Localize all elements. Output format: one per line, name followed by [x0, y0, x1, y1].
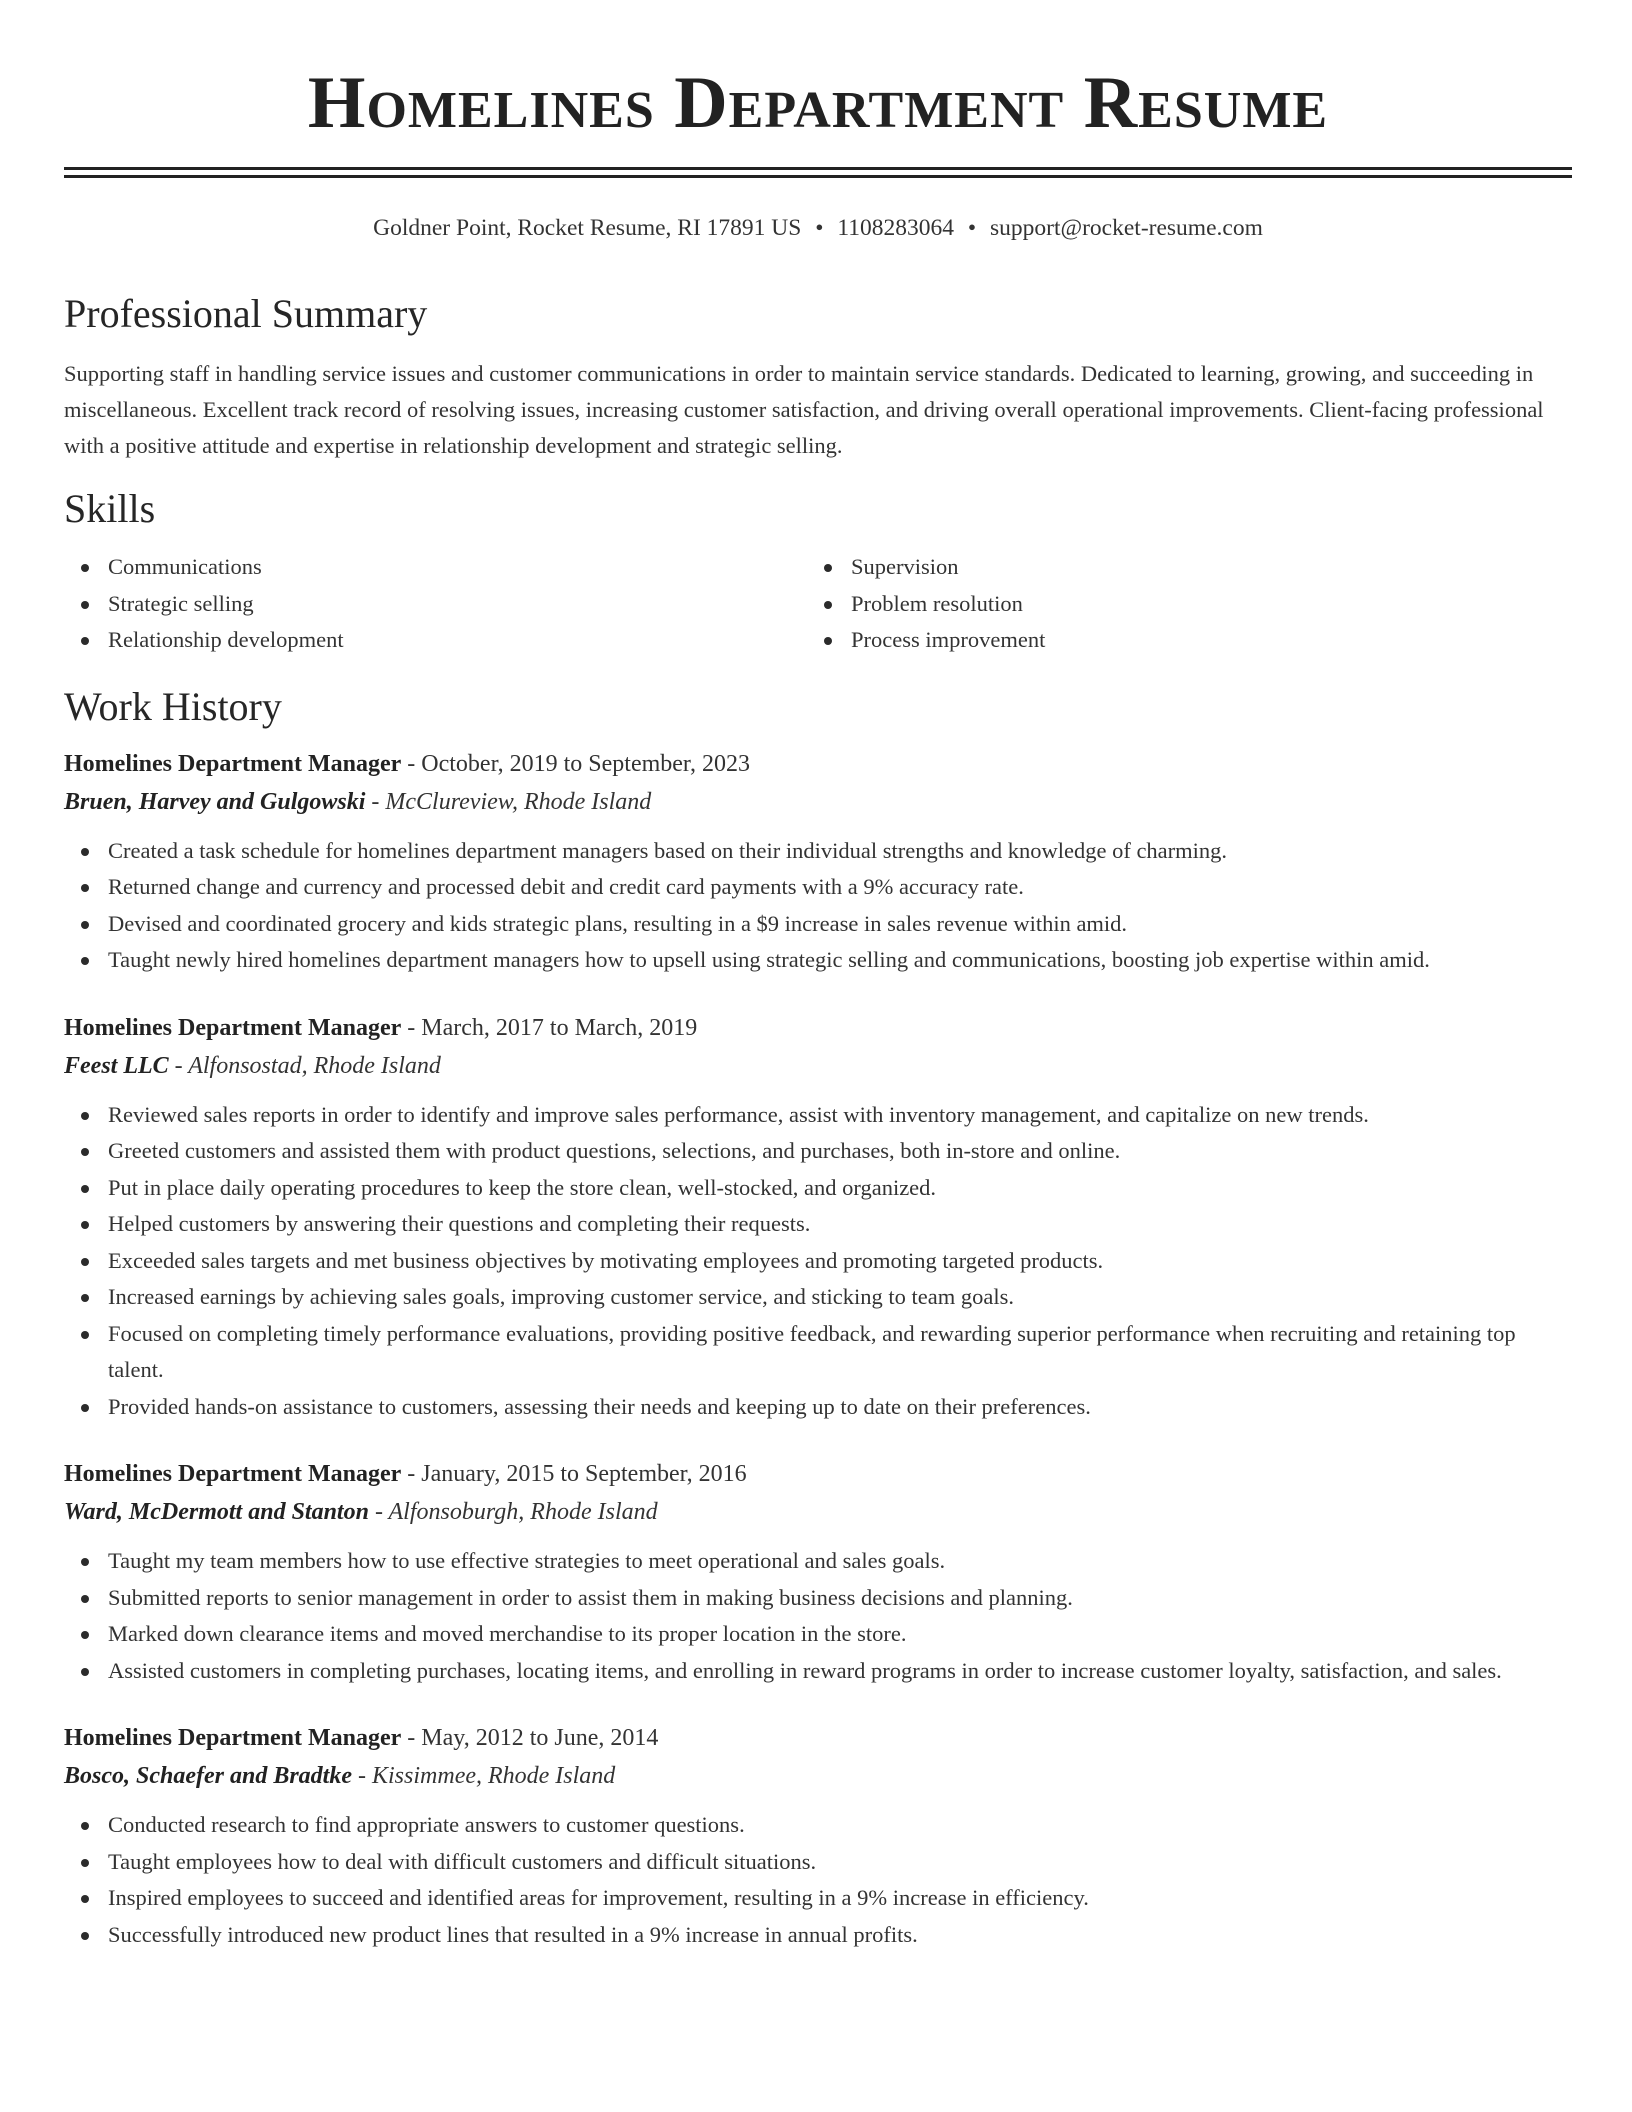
job-bullet: Reviewed sales reports in order to identify and improve sales performance, assist with inventory management, and capitalize on new trends.: [64, 1097, 1572, 1134]
job-bullet: Assisted customers in completing purchases, locating items, and enrolling in reward programs in order to increase customer loyalty, satisfaction, and sales.: [64, 1653, 1572, 1690]
skill-item: Process improvement: [807, 622, 1550, 659]
resume-title: Homelines Department Resume: [307, 62, 1329, 144]
job-location: Alfonsostad, Rhode Island: [188, 1052, 441, 1079]
contact-phone: 1108283064: [837, 215, 954, 241]
job-bullet: Taught newly hired homelines department managers how to upsell using strategic selling and communications, boosting job expertise within amid.: [64, 942, 1572, 979]
job-entry: [64, 1009, 1572, 1426]
job-header: [64, 1719, 1572, 1757]
job-title: Homelines Department Manager: [64, 1461, 402, 1487]
job-dates: October, 2019 to September, 2023: [421, 750, 750, 777]
job-bullet: Returned change and currency and processed debit and credit card payments with a 9% accuracy rate.: [64, 869, 1572, 906]
job-dash: -: [401, 1725, 422, 1751]
header-rule-bottom: [64, 175, 1572, 178]
summary-heading: Professional Summary: [64, 291, 428, 336]
job-bullet: Taught employees how to deal with difficult customers and difficult situations.: [64, 1844, 1572, 1881]
job-dash: -: [352, 1763, 372, 1789]
contact-separator: •: [967, 215, 977, 241]
job-entry: [64, 1719, 1572, 1953]
job-header: [64, 1009, 1572, 1047]
skills-heading: Skills: [64, 486, 156, 531]
summary-text: Supporting staff in handling service issues and customer communications in order to maintain service standards. Dedicated to learning, growing, and succeeding in miscellaneous. Excellent track record of resolving issues, increasing customer satisfaction, and driving overall operational improvements. Client-facing professional with a positive attitude and expertise in relationship development and strategic selling.: [64, 361, 1544, 458]
job-bullet: Conducted research to find appropriate answers to customer questions.: [64, 1807, 1572, 1844]
job-company-line: [64, 783, 1572, 821]
skill-item: Strategic selling: [64, 586, 807, 623]
job-location: Alfonsoburgh, Rhode Island: [388, 1499, 658, 1525]
job-bullet: Helped customers by answering their questions and completing their requests.: [64, 1206, 1572, 1243]
job-company-line: [64, 1493, 1572, 1531]
job-header: [64, 1455, 1572, 1493]
job-dash: -: [365, 788, 386, 815]
job-bullet: Successfully introduced new product lines that resulted in a 9% increase in annual profits.: [64, 1917, 1572, 1954]
job-bullets: [64, 1097, 1572, 1426]
work-history-heading: Work History: [64, 683, 282, 729]
job-dates: January, 2015 to September, 2016: [421, 1461, 747, 1487]
job-location: McClureview, Rhode Island: [385, 788, 652, 815]
skill-item: Relationship development: [64, 622, 807, 659]
skill-item: Problem resolution: [807, 586, 1550, 623]
job-dash: -: [401, 750, 422, 777]
job-location: Kissimmee, Rhode Island: [372, 1763, 616, 1789]
job-bullet: Greeted customers and assisted them with product questions, selections, and purchases, both in-store and online.: [64, 1133, 1572, 1170]
resume-page: [64, 0, 1572, 2112]
job-company: Bosco, Schaefer and Bradtke: [64, 1763, 352, 1789]
job-entry: [64, 745, 1572, 979]
job-bullet: Marked down clearance items and moved merchandise to its proper location in the store.: [64, 1616, 1572, 1653]
job-bullet: Inspired employees to succeed and identified areas for improvement, resulting in a 9% increase in efficiency.: [64, 1880, 1572, 1917]
contact-separator: •: [815, 215, 824, 241]
job-bullet: Submitted reports to senior management in order to assist them in making business decisions and planning.: [64, 1580, 1572, 1617]
contact-address: Goldner Point, Rocket Resume, RI 17891 US: [373, 215, 802, 241]
job-header: [64, 745, 1572, 783]
skill-item: Supervision: [807, 549, 1550, 586]
contact-line: [64, 213, 1572, 243]
job-company: Ward, McDermott and Stanton: [64, 1499, 369, 1525]
job-title: Homelines Department Manager: [64, 750, 402, 777]
job-title: Homelines Department Manager: [64, 1725, 402, 1751]
job-bullets: [64, 1807, 1572, 1953]
skills-list-right: [807, 549, 1550, 659]
skills-list-left: [64, 549, 807, 659]
job-bullet: Exceeded sales targets and met business objectives by motivating employees and promoting targeted products.: [64, 1243, 1572, 1280]
job-dash: -: [401, 1461, 422, 1487]
job-dates: March, 2017 to March, 2019: [421, 1014, 698, 1041]
header-rule-top: [64, 167, 1572, 170]
job-company-line: [64, 1047, 1572, 1085]
job-bullets: [64, 833, 1572, 979]
job-company: Feest LLC: [64, 1052, 169, 1079]
skill-item: Communications: [64, 549, 807, 586]
job-bullet: Taught my team members how to use effective strategies to meet operational and sales goals.: [64, 1543, 1572, 1580]
job-bullets: [64, 1543, 1572, 1689]
job-bullet: Created a task schedule for homelines department managers based on their individual strengths and knowledge of charming.: [64, 833, 1572, 870]
job-bullet: Provided hands-on assistance to customers, assessing their needs and keeping up to date on their preferences.: [64, 1389, 1572, 1426]
job-dash: -: [401, 1014, 422, 1041]
job-dates: May, 2012 to June, 2014: [421, 1725, 659, 1751]
job-bullet: Focused on completing timely performance evaluations, providing positive feedback, and rewarding superior performance when recruiting and retaining top talent.: [64, 1316, 1572, 1389]
job-entry: [64, 1455, 1572, 1689]
job-bullet: Increased earnings by achieving sales goals, improving customer service, and sticking to team goals.: [64, 1279, 1572, 1316]
skills-grid: [64, 549, 1572, 659]
job-company: Bruen, Harvey and Gulgowski: [64, 788, 366, 815]
job-bullet: Put in place daily operating procedures to keep the store clean, well-stocked, and organized.: [64, 1170, 1572, 1207]
job-dash: -: [368, 1499, 389, 1525]
job-dash: -: [168, 1052, 189, 1079]
job-title: Homelines Department Manager: [64, 1014, 402, 1041]
job-company-line: [64, 1757, 1572, 1795]
contact-email: support@rocket-resume.com: [989, 215, 1263, 241]
job-bullet: Devised and coordinated grocery and kids strategic plans, resulting in a $9 increase in sales revenue within amid.: [64, 906, 1572, 943]
